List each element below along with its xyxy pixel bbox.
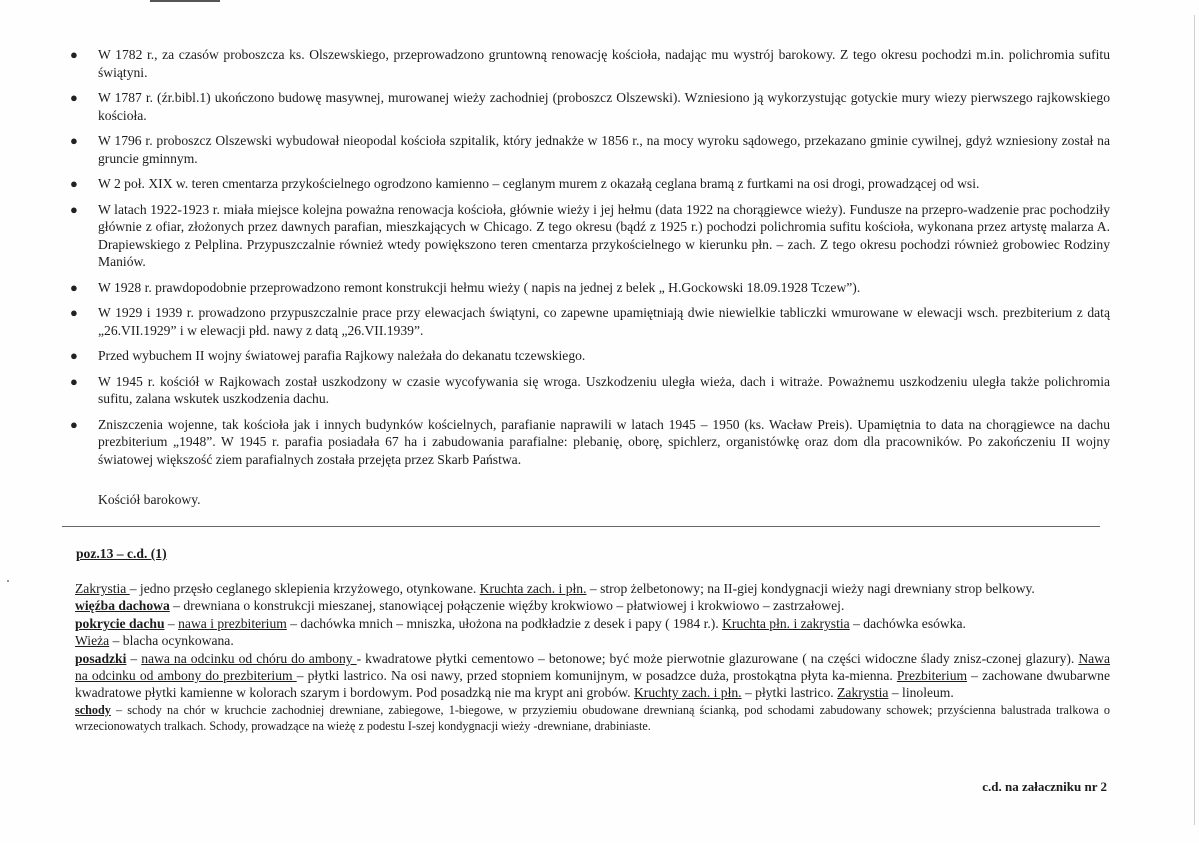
posadzki-paragraph bbox=[75, 650, 1110, 702]
bullet-text: W 1787 r. (źr.bibl.1) ukończono budowę masywnej, murowanej wieży zachodniej (proboszcz Olszewski). Wzniesiono ją wykorzystując gotyckie mury wiezy pierwszego rajkowskiego kościoła. bbox=[98, 90, 1110, 123]
scan-edge-mark bbox=[150, 0, 220, 2]
pokrycie-nawa-label: nawa i prezbiterium bbox=[178, 615, 287, 631]
bullet-dot-icon: ● bbox=[70, 90, 78, 105]
section-divider bbox=[62, 526, 1100, 527]
posadzki-nawa2-text: – płytki lastrico. Na osi nawy, przed stopniem komunijnym, w posadzce duża, prostokątna płyta ka-mienna. bbox=[296, 668, 897, 684]
pokrycie-label: pokrycie dachu bbox=[75, 615, 165, 631]
bullet-item bbox=[70, 175, 1110, 193]
closing-remark: Kościół barokowy. bbox=[98, 492, 201, 507]
bullet-item bbox=[70, 373, 1110, 408]
continuation-note: c.d. na załaczniku nr 2 bbox=[982, 779, 1107, 794]
bullet-dot-icon: ● bbox=[70, 279, 78, 295]
bullet-item bbox=[70, 416, 1110, 469]
description-block bbox=[75, 580, 1110, 734]
wiezba-paragraph bbox=[75, 597, 1110, 614]
pokrycie-kruchta-text: – dachówka esówka. bbox=[849, 615, 966, 631]
bullet-dot-icon: ● bbox=[70, 348, 78, 363]
pokrycie-separator: – bbox=[164, 615, 179, 631]
pokrycie-paragraph bbox=[75, 615, 1110, 650]
bullet-dot-icon: ● bbox=[70, 416, 78, 432]
bullet-item bbox=[70, 89, 1110, 124]
bullet-text: Zniszczenia wojenne, tak kościoła jak i innych budynków kościelnych, parafianie naprawili w latach 1945 – 1950 (ks. Wacław Preis). Upamiętnia to data na chorągiewce na dachu prezbiterium „1948”. W 1945 r. parafia posiadała 67 ha i zabudowania parafialne: plebanię, oborę, spichlerz, organistówkę oraz dom dla pracowników. Po zakończeniu II wojny światowej większość ziem parafialnych została przejęta przez Skarb Państwa. bbox=[98, 416, 1110, 467]
schody-text: – schody na chór w kruchcie zachodniej drewniane, zabiegowe, 1-biegowe, w przyziemiu obudowane drewnianą ścianką, pod schodami zabudowany schowek; przyścienna balustrada tralkowa o wrzecionowatych tralkach. Schody, prowadzące na wieżę z podestu I-szej kondygnacji wieży -drewniane, drabiniaste. bbox=[75, 702, 1110, 733]
posadzki-label: posadzki bbox=[75, 650, 127, 666]
posadzki-kruchty-label: Kruchty zach. i płn. bbox=[633, 685, 742, 701]
bullet-item bbox=[70, 201, 1110, 271]
bullet-text: W 1945 r. kościół w Rajkowach został uszkodzony w czasie wycofywania się wroga. Uszkodzeniu uległa wieża, dach i witraże. Poważnemu uszkodzeniu uległa także polichromia sufitu, zalana wskutek uszkodzenia dachu. bbox=[98, 373, 1110, 406]
bullet-text: Przed wybuchem II wojny światowej parafia Rajkowy należała do dekanatu tczewskiego. bbox=[98, 348, 586, 363]
bullet-item bbox=[70, 132, 1110, 167]
scan-edge-line bbox=[1194, 15, 1195, 825]
zakrystia-text: – jedno przęsło ceglanego sklepienia krzyżowego, otynkowane. bbox=[129, 581, 480, 596]
scan-speck bbox=[7, 580, 9, 582]
bullet-dot-icon: ● bbox=[70, 201, 78, 217]
posadzki-prezbiterium-label: Prezbiterium bbox=[896, 668, 968, 684]
posadzki-nawa2-label: Nawa na odcinku od ambony do prezbiterium bbox=[75, 650, 1111, 684]
kruchta-text: – strop żelbetonowy; na II-giej kondygnacji wieży nagi drewniany strop belkowy. bbox=[586, 581, 1035, 596]
history-bullet-list bbox=[70, 46, 1110, 468]
section-title: poz.13 – c.d. (1) bbox=[76, 546, 167, 561]
bullet-dot-icon: ● bbox=[70, 176, 78, 191]
bullet-item bbox=[70, 347, 1110, 365]
kruchta-label: Kruchta zach. i płn. bbox=[479, 581, 587, 596]
bullet-dot-icon: ● bbox=[70, 47, 78, 62]
posadzki-nawa1-label: nawa na odcinku od chóru do ambony bbox=[141, 650, 357, 666]
bullet-text: W 1929 i 1939 r. prowadzono przypuszczalnie prace przy elewacjach świątyni, co zapewne upamiętniają dwie niewielkie tabliczki wmurowane w elewacji wsch. prezbiterium z datą „26.VII.1929” i w elewacji płd. nawy z datą „26.VII.1939”. bbox=[98, 305, 1110, 338]
pokrycie-wieza-text: – blacha ocynkowana. bbox=[109, 633, 234, 649]
zakrystia-paragraph bbox=[75, 580, 1110, 597]
bullet-dot-icon: ● bbox=[70, 133, 78, 148]
posadzki-zakrystia-text: – linoleum. bbox=[888, 685, 954, 701]
bullet-text: W 2 poł. XIX w. teren cmentarza przykościelnego ogrodzono kamienno – ceglanym murem z okazałą ceglana bramą z furtkami na osi drogi, prowadzącej od wsi. bbox=[98, 176, 980, 191]
posadzki-prezbiterium-text: – zachowane dwubarwne kwadratowe płytki kamienne w kolorach szarym i bordowym. Pod posadzką nie ma krypt ani grobów. bbox=[75, 668, 1110, 701]
posadzki-zakrystia-label: Zakrystia bbox=[837, 685, 889, 701]
schody-paragraph bbox=[75, 702, 1110, 734]
posadzki-kruchty-text: – płytki lastrico. bbox=[741, 685, 838, 701]
pokrycie-kruchta-label: Kruchta płn. i zakrystia bbox=[722, 615, 850, 631]
bullet-text: W 1928 r. prawdopodobnie przeprowadzono remont konstrukcji hełmu wieży ( napis na jednej z belek „ H.Gockowski 18.09.1928 Tczew”). bbox=[98, 279, 861, 295]
posadzki-nawa1-text: - kwadratowe płytki cementowo – betonowe; być może pierwotnie glazurowane ( na części widoczne ślady znisz-czonej glazury). bbox=[356, 650, 1079, 666]
bullet-dot-icon: ● bbox=[70, 305, 78, 320]
bullet-text: W latach 1922-1923 r. miała miejsce kolejna poważna renowacja kościoła, głównie wieży i jej hełmu (data 1922 na chorągiewce wieży). Fundusze na przepro-wadzenie prac pochodziły głównie z ofiar, złożonych przez dawnych parafian, mieszkających w Chicago. Z tego okresu (bądź z 1925 r.) pochodzi polichromia sufitu kościoła, wykonana przez artystę malarza A. Drapiewskiego z Pelplina. Przypuszczalnie również wtedy powiększono teren cmentarza przykościelnego w kierunku płn. – zach. Z tego okresu pochodzi również grobowiec Rodziny Maniów. bbox=[98, 201, 1110, 269]
bullet-text: W 1782 r., za czasów proboszcza ks. Olszewskiego, przeprowadzono gruntowną renowację kościoła, nadając mu wystrój barokowy. Z tego okresu pochodzi m.in. polichromia sufitu świątyni. bbox=[98, 47, 1110, 80]
schody-label: schody bbox=[75, 702, 111, 717]
bullet-text: W 1796 r. proboszcz Olszewski wybudował nieopodal kościoła szpitalik, który jednakże w 1856 r., na mocy wyroku sądowego, przekazano gminie cywilnej, gdyż wzniesiony został na gruncie gminnym. bbox=[98, 133, 1110, 166]
pokrycie-wieza-label: Wieża bbox=[75, 633, 110, 649]
posadzki-separator: – bbox=[126, 650, 142, 666]
zakrystia-label: Zakrystia bbox=[75, 581, 130, 596]
bullet-dot-icon: ● bbox=[70, 373, 78, 389]
wiezba-label: więźba dachowa bbox=[75, 598, 170, 614]
bullet-item bbox=[70, 279, 1110, 297]
bullet-item bbox=[70, 46, 1110, 81]
bullet-item bbox=[70, 304, 1110, 339]
pokrycie-nawa-text: – dachówka mnich – mniszka, ułożona na podkładzie z desek i papy ( 1984 r.). bbox=[286, 615, 723, 631]
wiezba-text: – drewniana o konstrukcji mieszanej, stanowiącej połączenie więźby krokwiowo – płatwiowej i krokwiowo – zastrzałowej. bbox=[169, 598, 845, 614]
